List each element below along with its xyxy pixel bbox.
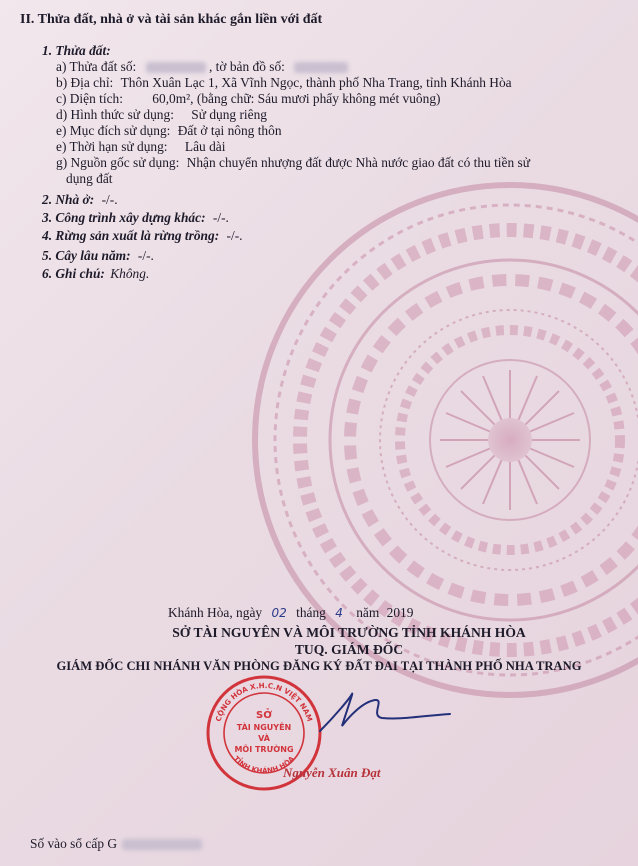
redacted-registry-number (122, 839, 202, 850)
svg-text:MÔI TRƯỜNG: MÔI TRƯỜNG (234, 745, 294, 754)
land-use-term-value: Lâu dài (184, 139, 226, 154)
svg-text:TÀI NGUYÊN: TÀI NGUYÊN (236, 723, 292, 732)
signing-day: 02 (271, 606, 287, 620)
land-use-purpose: e) Mục đích sử dụng: Đất ở tại nông thôn (56, 123, 282, 138)
item-house: 2. Nhà ở: -/-. (42, 192, 118, 207)
svg-text:TỈNH KHÁNH HÒA: TỈNH KHÁNH HÒA (231, 754, 297, 776)
land-address: b) Địa chỉ: Thôn Xuân Lạc 1, Xã Vĩnh Ngọc, thành phố Nha Trang, tỉnh Khánh Hòa (56, 75, 512, 90)
item-notes: 6. Ghi chú: Không. (42, 266, 150, 281)
authorization-title: TUQ. GIÁM ĐỐC (294, 642, 404, 657)
item-planted-forest: 4. Rừng sản xuất là rừng trồng: -/-. (42, 228, 243, 243)
land-parcel-number (56, 59, 348, 75)
issuing-organization: SỞ TÀI NGUYÊN VÀ MÔI TRƯỜNG TỈNH KHÁNH HÒA (172, 625, 526, 640)
item-perennial-trees: 5. Cây lâu năm: -/-. (42, 248, 154, 263)
land-origin-value-2: dụng đất (66, 171, 113, 186)
svg-text:VÀ: VÀ (258, 734, 270, 743)
land-parcel-label: a) Thửa đất số: (56, 59, 137, 74)
signing-year: 2019 (386, 605, 414, 620)
map-sheet-label: , tờ bản đồ số: (208, 59, 285, 74)
signing-date: Khánh Hòa, ngày 02 tháng 4 năm 2019 (168, 605, 414, 620)
svg-text:SỞ: SỞ (256, 710, 272, 721)
signer-position: GIÁM ĐỐC CHI NHÁNH VĂN PHÒNG ĐĂNG KÝ ĐẤT ĐAI TẠI THÀNH PHỐ NHA TRANG (56, 659, 582, 673)
handwritten-signature (290, 686, 460, 746)
item-other-construction: 3. Công trình xây dựng khác: -/-. (42, 210, 229, 225)
signer-name: Nguyễn Xuân Đạt (283, 765, 381, 780)
land-use-form: d) Hình thức sử dụng: Sử dụng riêng (56, 107, 267, 122)
land-use-purpose-value: Đất ở tại nông thôn (177, 123, 282, 138)
land-area: c) Diện tích: 60,0m², (bằng chữ: Sáu mươi phẩy không mét vuông) (56, 91, 441, 106)
redacted-map-sheet (294, 62, 348, 73)
signing-month: 4 (335, 606, 343, 620)
land-use-form-value: Sử dụng riêng (191, 107, 267, 122)
registry-number: Số vào sổ cấp G (30, 836, 202, 852)
land-area-value: 60,0m², (bằng chữ: Sáu mươi phẩy không mét vuông) (152, 91, 441, 106)
land-address-value: Thôn Xuân Lạc 1, Xã Vĩnh Ngọc, thành phố Nha Trang, tỉnh Khánh Hòa (120, 75, 512, 90)
section-title: II. Thửa đất, nhà ở và tài sản khác gắn liền với đất (20, 12, 323, 27)
bronze-drum-watermark (250, 180, 638, 700)
land-use-term: e) Thời hạn sử dụng: Lâu dài (56, 139, 226, 154)
land-origin-value-1: Nhận chuyển nhượng đất được Nhà nước giao đất có thu tiền sử (186, 155, 530, 170)
land-heading: 1. Thửa đất: (42, 43, 111, 58)
land-origin: g) Nguồn gốc sử dụng: Nhận chuyển nhượng đất được Nhà nước giao đất có thu tiền sử (56, 155, 530, 170)
svg-text:CỘNG HÒA X.H.C.N VIỆT NAM: CỘNG HÒA X.H.C.N VIỆT NAM (213, 680, 315, 723)
redacted-parcel-number (146, 62, 206, 73)
